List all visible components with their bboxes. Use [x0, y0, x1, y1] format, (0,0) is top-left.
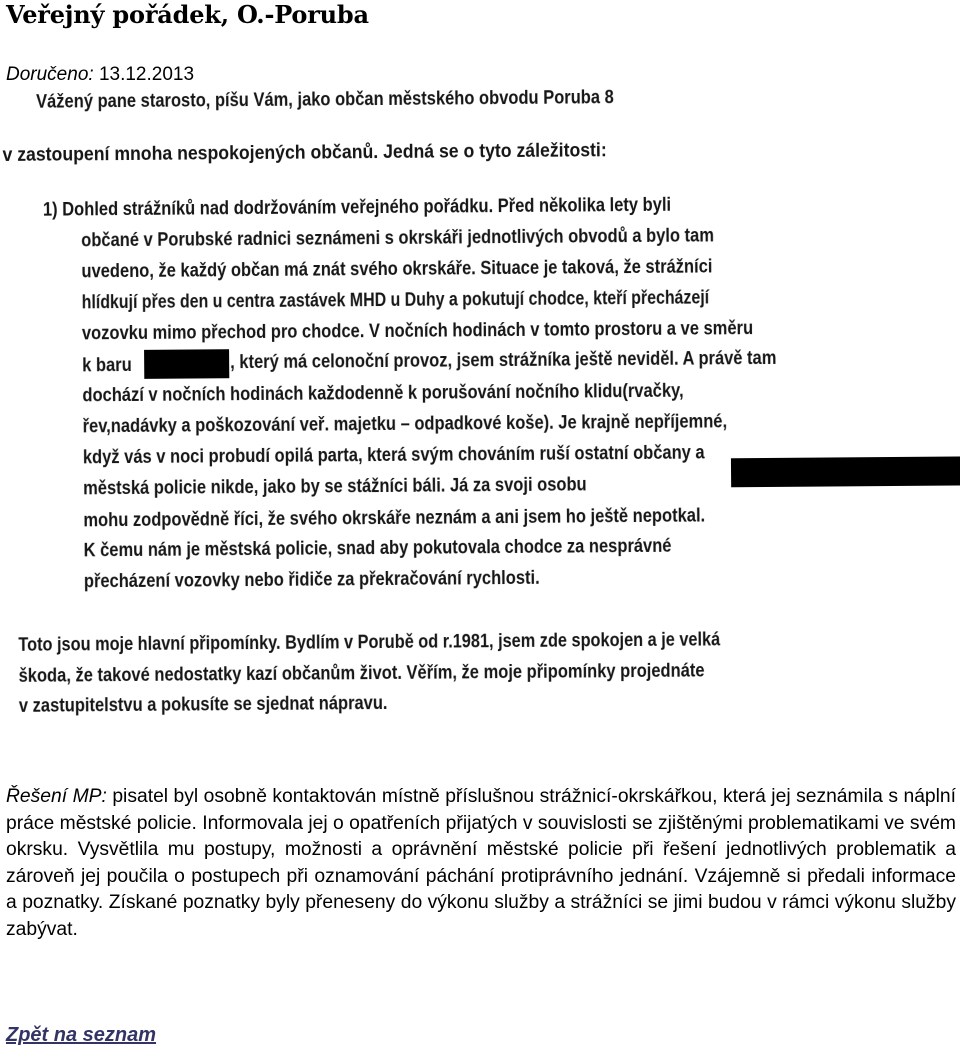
letter-line: , který má celonoční provoz, jsem strážníka ještě neviděl. A právě tam: [230, 347, 777, 374]
letter-line: hlídkují přes den u centra zastávek MHD u Duhy a pokutují chodce, kteří přecházejí: [81, 287, 710, 314]
back-to-list-link[interactable]: Zpět na seznam: [6, 1024, 157, 1046]
letter-line: Toto jsou moje hlavní připomínky. Bydlím v Porubě od r.1981, jsem zde spokojen a je velká: [18, 629, 721, 656]
letter-line: K čemu nám je městská policie, snad aby pokutovala chodce za nesprávné: [83, 535, 672, 562]
letter-line: městská policie nikde, jako by se stážníci báli. Já za svoji osobu: [83, 474, 587, 500]
letter-line: dochází v nočních hodinách každodenně k porušování nočního klidu(rvačky,: [82, 380, 684, 407]
letter-line: přecházení vozovky nebo řidiče za překračování rychlosti.: [83, 567, 540, 593]
letter-line: v zastoupení mnoha nespokojených občanů. Jedná se o tyto záležitosti:: [2, 140, 607, 166]
solution-label: Řešení MP:: [6, 786, 107, 807]
page-title: Veřejný pořádek, O.-Poruba: [6, 0, 369, 29]
redaction-bar: [731, 456, 960, 487]
delivered-label: Doručeno:: [6, 64, 94, 85]
solution-paragraph: [6, 784, 956, 943]
letter-line: mohu zodpovědně říci, že svého okrskáře neznám a ani jsem ho ještě nepotkal.: [83, 505, 706, 532]
letter-line: občané v Porubské radnici seznámeni s okrskáři jednotlivých obvodů a bylo tam: [81, 225, 715, 252]
solution-text: pisatel byl osobně kontaktován místně příslušnou strážnicí-okrskářkou, která jej seznámila s náplní práce městské policie. Informovala jej o opatřeních přijatých v souvislosti se zjištěnými problematikami ve svém okrsku. Vysvětlila mu postupy, možnosti a oprávnění městské policie při řešení jednotlivých problematik a zároveň jej poučila o postupech při oznamování páchání protiprávního jednání. Vzájemně si předali informace a poznatky. Získané poznatky byly přeneseny do výkonu služby a strážníci se jimi budou v rámci výkonu služby zabývat.: [6, 786, 957, 940]
delivered-date: [6, 64, 194, 86]
letter-line: škoda, že takové nedostatky kazí občanům život. Věřím, že moje připomínky projednáte: [18, 660, 705, 687]
letter-line: 1) Dohled strážníků nad dodržováním veřejného pořádku. Před několika lety byli: [42, 194, 672, 221]
delivered-date-value: 13.12.2013: [98, 64, 195, 85]
letter-line: vozovku mimo přechod pro chodce. V nočních hodinách v tomto prostoru a ve směru: [81, 318, 754, 345]
letter-line: řev,nadávky a poškozování veř. majetku – odpadkové koše). Je krajně nepříjemné,: [82, 411, 728, 438]
letter-line: uvedeno, že každý občan má znát svého okrskáře. Situace je taková, že strážníci: [81, 256, 713, 283]
letter-line: Vážený pane starosto, píšu Vám, jako občan městského obvodu Poruba 8: [36, 87, 614, 113]
letter-line: v zastupitelstvu a pokusíte se sjednat nápravu.: [18, 692, 388, 717]
letter-line: k baru: [82, 354, 132, 377]
redaction-bar: [144, 349, 229, 379]
letter-line: když vás v noci probudí opilá parta, která svým chováním ruší ostatní občany a: [82, 442, 705, 469]
scanned-letter: [0, 80, 960, 728]
